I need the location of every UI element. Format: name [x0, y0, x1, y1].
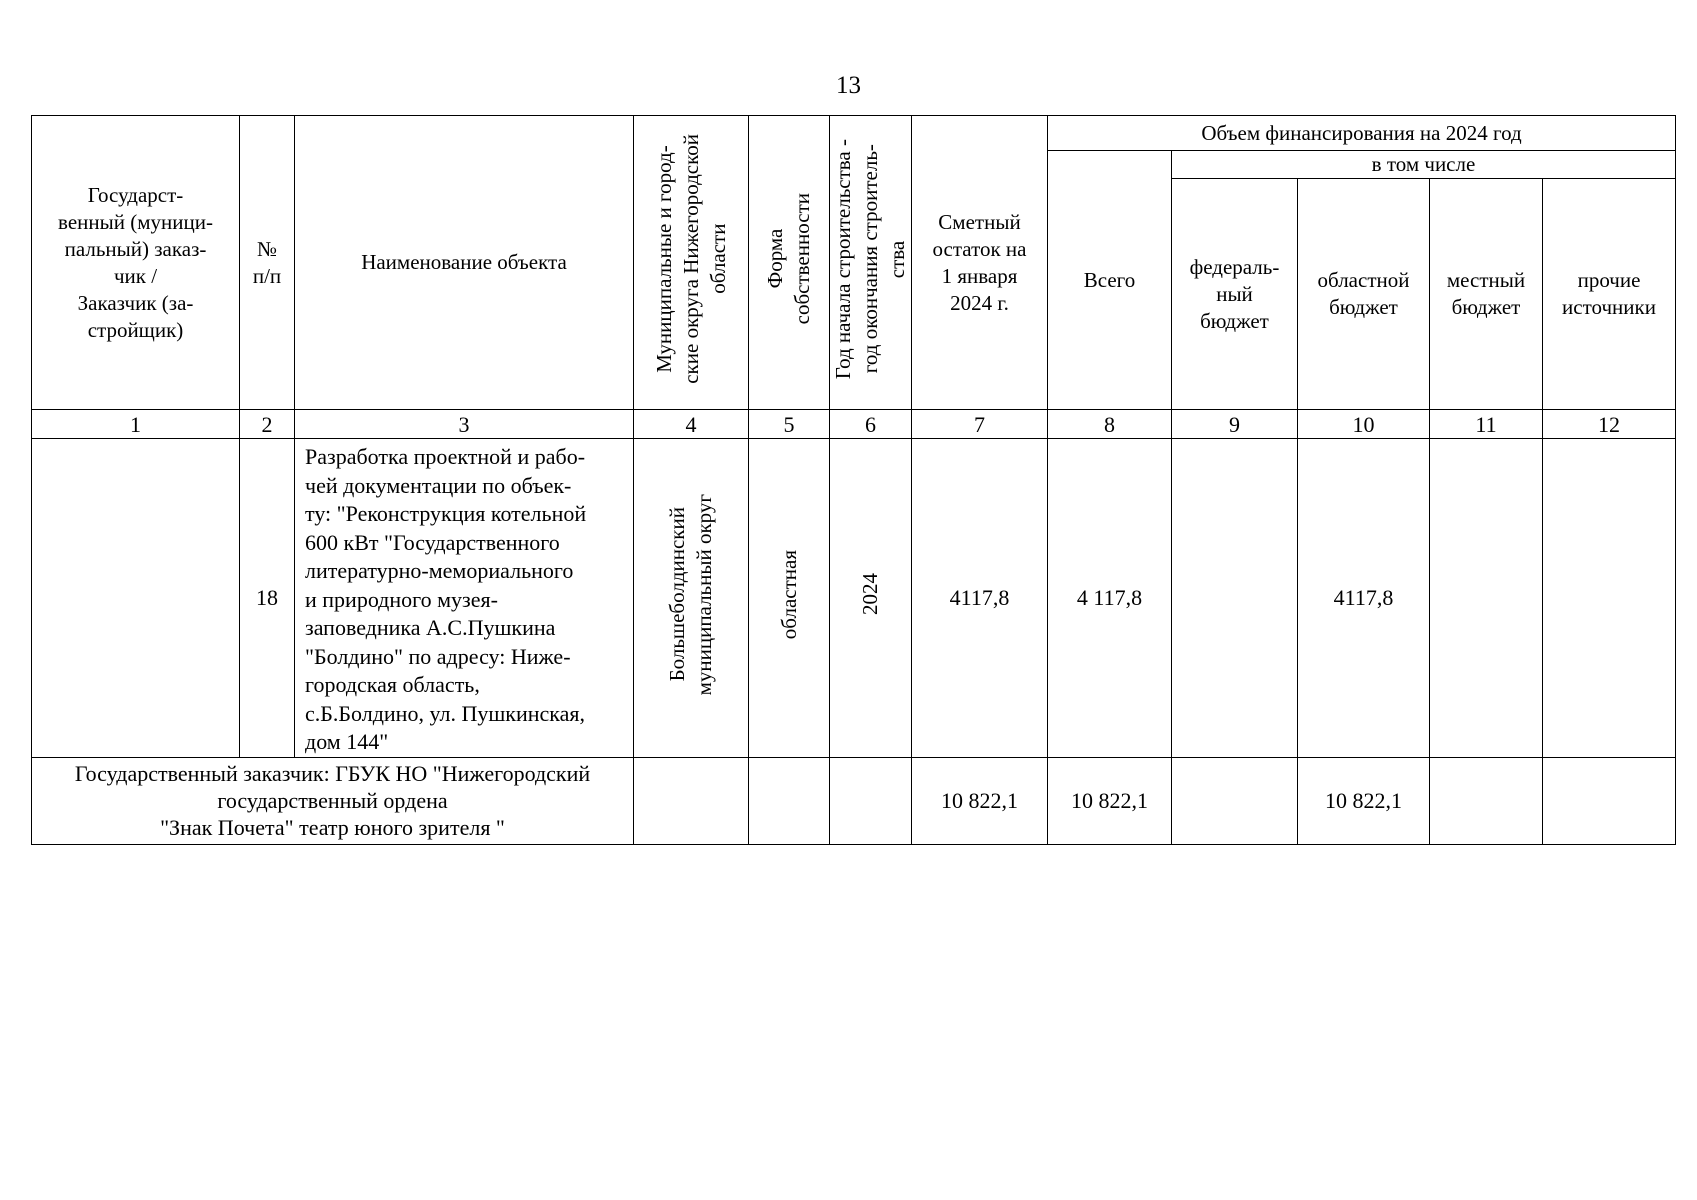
table-row [32, 439, 1676, 758]
cell-federal [1172, 439, 1298, 758]
column-number: 3 [295, 410, 634, 439]
header-customer: Государст- венный (муници- пальный) заказ- чик / Заказчик (за- стройщик) [32, 116, 240, 410]
cell-other [1543, 439, 1676, 758]
column-number: 7 [912, 410, 1048, 439]
summary-empty-cell [749, 757, 830, 844]
summary-row [32, 757, 1676, 844]
cell-municipality: Большеболдинский муниципальный округ [634, 439, 749, 758]
header-estimated-balance: Сметный остаток на 1 января 2024 г. [912, 116, 1048, 410]
header-row-1 [32, 116, 1676, 151]
summary-federal [1172, 757, 1298, 844]
column-number: 8 [1048, 410, 1172, 439]
summary-local [1430, 757, 1543, 844]
column-number-row [32, 410, 1676, 439]
header-local: местный бюджет [1430, 179, 1543, 410]
column-number: 9 [1172, 410, 1298, 439]
header-financing-group: Объем финансирования на 2024 год [1048, 116, 1676, 151]
header-including-group: в том числе [1172, 151, 1676, 179]
header-federal: федераль- ный бюджет [1172, 179, 1298, 410]
cell-ownership: областная [749, 439, 830, 758]
summary-empty-cell [634, 757, 749, 844]
page-number: 13 [836, 72, 861, 99]
header-other: прочие источники [1543, 179, 1676, 410]
summary-total: 10 822,1 [1048, 757, 1172, 844]
cell-regional: 4117,8 [1298, 439, 1430, 758]
column-number: 4 [634, 410, 749, 439]
cell-total: 4 117,8 [1048, 439, 1172, 758]
column-number: 12 [1543, 410, 1676, 439]
header-years: Год начала строительства - год окончания строитель- ства [830, 116, 912, 410]
summary-label: Государственный заказчик: ГБУК НО "Нижегородский государственный ордена "Знак Почета" театр юного зрителя " [32, 757, 634, 844]
column-number: 1 [32, 410, 240, 439]
summary-empty-cell [830, 757, 912, 844]
header-total: Всего [1048, 151, 1172, 410]
cell-number: 18 [240, 439, 295, 758]
header-regional: областной бюджет [1298, 179, 1430, 410]
column-number: 10 [1298, 410, 1430, 439]
column-number: 11 [1430, 410, 1543, 439]
cell-object-name: Разработка проектной и рабо- чей документации по объек- ту: "Реконструкция котельной 600 кВт "Государственного литературно-мемориального и природного музея- заповедника А.С.Пушкина "Болдино" по адресу: Ниже- городская область, с.Б.Болдино, ул. Пушкинская, дом 144" [295, 439, 634, 758]
column-number: 2 [240, 410, 295, 439]
column-number: 6 [830, 410, 912, 439]
header-municipality: Муниципальные и город- ские округа Нижегородской области [634, 116, 749, 410]
financing-table [31, 115, 1676, 845]
header-object-name: Наименование объекта [295, 116, 634, 410]
cell-years: 2024 [830, 439, 912, 758]
summary-estimated-balance: 10 822,1 [912, 757, 1048, 844]
column-number: 5 [749, 410, 830, 439]
header-number: № п/п [240, 116, 295, 410]
summary-regional: 10 822,1 [1298, 757, 1430, 844]
cell-estimated-balance: 4117,8 [912, 439, 1048, 758]
summary-other [1543, 757, 1676, 844]
cell-local [1430, 439, 1543, 758]
header-ownership: Форма собственности [749, 116, 830, 410]
cell-customer [32, 439, 240, 758]
